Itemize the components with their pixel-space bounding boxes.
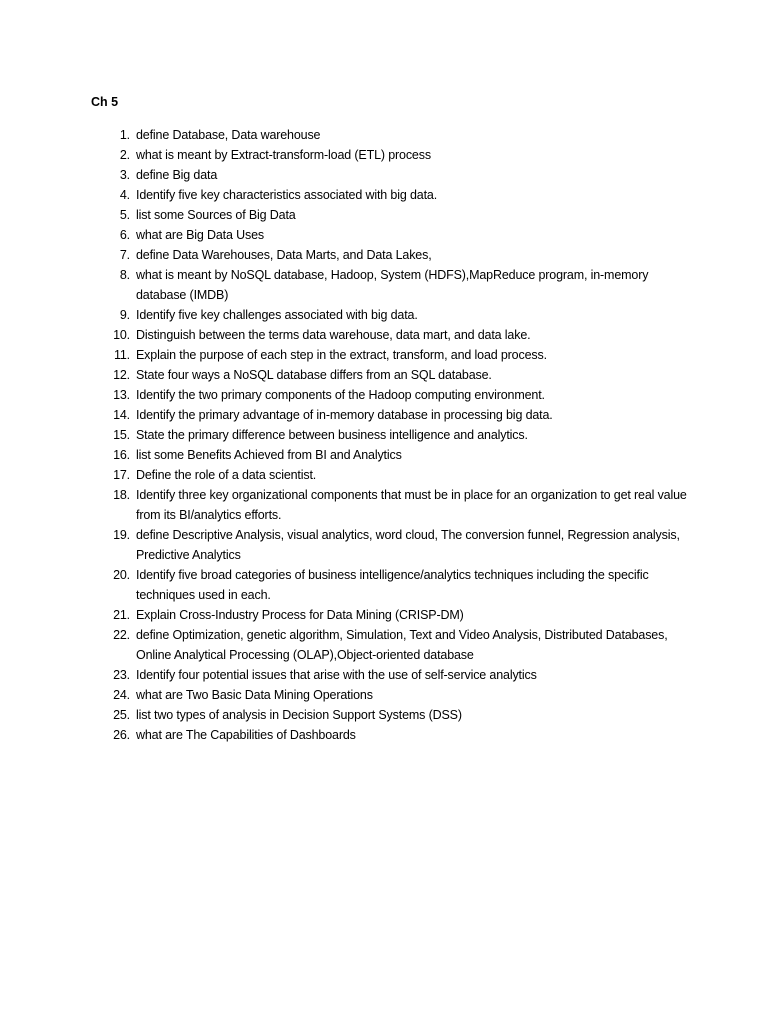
list-item-number: 1. — [119, 128, 130, 142]
list-item-number: 20. — [113, 568, 130, 582]
list-item-text: Identify five broad categories of business intelligence/analytics techniques including the specific techniques used in each. — [136, 568, 649, 602]
list-item-number: 22. — [113, 628, 130, 642]
list-item-number: 21. — [113, 608, 130, 622]
list-item-text: Identify four potential issues that arise with the use of self-service analytics — [136, 668, 537, 682]
list-item-text: define Descriptive Analysis, visual analytics, word cloud, The conversion funnel, Regression analysis, Predictive Analytics — [136, 528, 680, 562]
list-item — [108, 165, 698, 185]
list-item-text: define Database, Data warehouse — [136, 128, 321, 142]
chapter-heading: Ch 5 — [91, 95, 119, 109]
list-item-number: 26. — [113, 728, 130, 742]
list-item-text: Identify the two primary components of the Hadoop computing environment. — [136, 388, 545, 402]
list-item-number: 7. — [119, 248, 130, 262]
list-item-text: define Optimization, genetic algorithm, Simulation, Text and Video Analysis, Distributed Databases, Online Analytical Processing (OLAP),Object-oriented database — [136, 628, 668, 662]
list-item-text: Explain Cross-Industry Process for Data Mining (CRISP-DM) — [136, 608, 464, 622]
list-item-text: Explain the purpose of each step in the extract, transform, and load process. — [136, 348, 547, 362]
list-item-number: 14. — [113, 408, 130, 422]
list-item — [108, 385, 698, 405]
list-item-text: State four ways a NoSQL database differs from an SQL database. — [136, 368, 492, 382]
list-item-text: what are Two Basic Data Mining Operations — [136, 688, 373, 702]
list-item-number: 19. — [113, 528, 130, 542]
list-item-text: define Big data — [136, 168, 218, 182]
list-item-text: list two types of analysis in Decision Support Systems (DSS) — [136, 708, 462, 722]
list-item — [108, 685, 698, 705]
list-item-text: Identify three key organizational components that must be in place for an organization to get real value from its BI/analytics efforts. — [136, 488, 687, 522]
list-item-text: Distinguish between the terms data warehouse, data mart, and data lake. — [136, 328, 531, 342]
list-item-number: 18. — [113, 488, 130, 502]
list-item-number: 17. — [113, 468, 130, 482]
list-item-text: what are The Capabilities of Dashboards — [136, 728, 356, 742]
list-item — [108, 405, 698, 425]
list-item — [108, 145, 698, 165]
list-item — [108, 325, 698, 345]
list-item-number: 9. — [119, 308, 130, 322]
list-item — [108, 225, 698, 245]
list-item — [108, 305, 698, 325]
list-item — [108, 525, 698, 565]
question-list — [108, 125, 698, 745]
list-item — [108, 465, 698, 485]
list-item-text: list some Benefits Achieved from BI and Analytics — [136, 448, 402, 462]
list-item — [108, 185, 698, 205]
list-item-text: define Data Warehouses, Data Marts, and Data Lakes, — [136, 248, 432, 262]
list-item — [108, 605, 698, 625]
list-item-number: 11. — [114, 348, 130, 362]
list-item-text: list some Sources of Big Data — [136, 208, 296, 222]
list-item — [108, 265, 698, 305]
list-item — [108, 425, 698, 445]
list-item-number: 24. — [113, 688, 130, 702]
list-item-number: 8. — [119, 268, 130, 282]
list-item-text: State the primary difference between business intelligence and analytics. — [136, 428, 528, 442]
list-item-number: 6. — [119, 228, 130, 242]
list-item-text: Identify the primary advantage of in-memory database in processing big data. — [136, 408, 553, 422]
list-item-number: 15. — [113, 428, 130, 442]
list-item-number: 3. — [119, 168, 130, 182]
list-item — [108, 365, 698, 385]
list-item-number: 25. — [113, 708, 130, 722]
list-item — [108, 345, 698, 365]
list-item-number: 4. — [119, 188, 130, 202]
list-item-text: what is meant by Extract-transform-load (ETL) process — [136, 148, 431, 162]
list-item-text: what are Big Data Uses — [136, 228, 265, 242]
list-item — [108, 625, 698, 665]
list-item — [108, 485, 698, 525]
list-item-text: Identify five key challenges associated with big data. — [136, 308, 418, 322]
list-item — [108, 665, 698, 685]
list-item — [108, 705, 698, 725]
list-item — [108, 725, 698, 745]
list-item-text: Identify five key characteristics associated with big data. — [136, 188, 438, 202]
list-item-number: 16. — [113, 448, 130, 462]
list-item-number: 5. — [119, 208, 130, 222]
list-item-text: what is meant by NoSQL database, Hadoop, System (HDFS),MapReduce program, in-memory database (IMDB) — [136, 268, 649, 302]
list-item — [108, 445, 698, 465]
list-item-number: 2. — [119, 148, 130, 162]
list-item-number: 12. — [113, 368, 130, 382]
list-item-number: 13. — [113, 388, 130, 402]
list-item — [108, 125, 698, 145]
list-item-text: Define the role of a data scientist. — [136, 468, 317, 482]
list-item — [108, 565, 698, 605]
list-item-number: 10. — [113, 328, 130, 342]
list-item — [108, 205, 698, 225]
list-item-number: 23. — [113, 668, 130, 682]
list-item — [108, 245, 698, 265]
